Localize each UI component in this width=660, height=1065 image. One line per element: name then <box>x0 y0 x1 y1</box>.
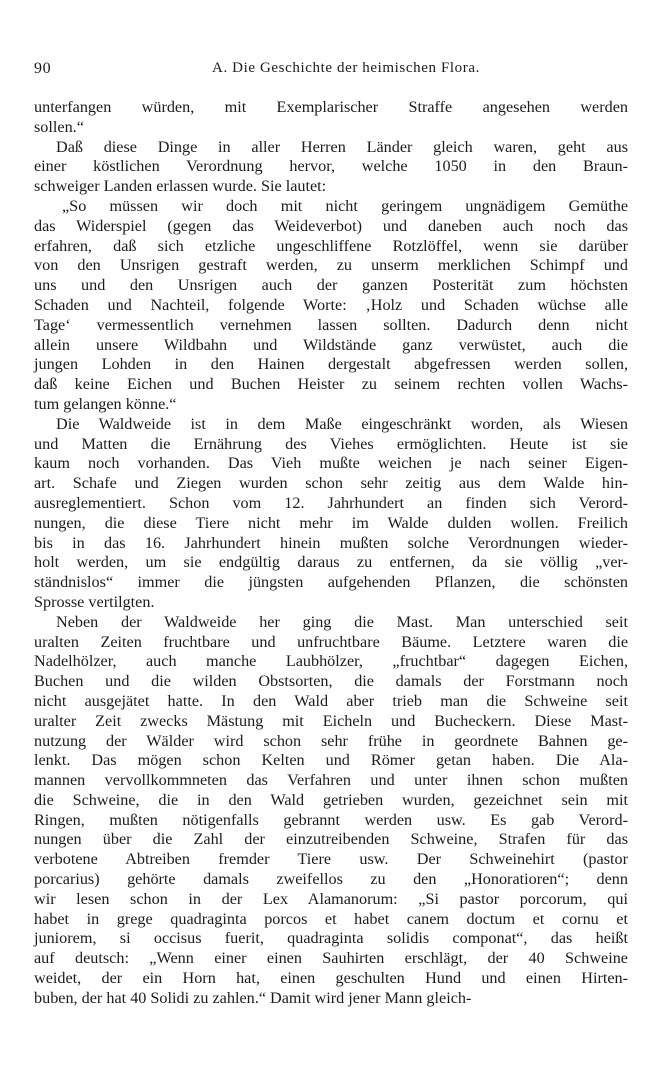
text-line: uralten Zeiten fruchtbare und unfruchtbare Bäume. Letztere waren die <box>34 632 628 651</box>
text-line: und Matten die Ernährung des Viehes ermöglichten. Heute ist sie <box>34 434 628 453</box>
paragraph <box>34 98 628 138</box>
text-line: Die Waldweide ist in dem Maße eingeschränkt worden, als Wiesen <box>56 414 628 433</box>
text-line: sollen.“ <box>34 117 84 136</box>
text-line: „So müssen wir doch mit nicht geringem ungnädigem Gemüthe <box>62 196 628 215</box>
text-line: Ringen, mußten nötigenfalls gebrannt werden usw. Es gab Verord- <box>34 810 628 829</box>
text-line: holt werden, um sie endgültig daraus zu entfernen, da sie völlig „ver- <box>34 553 628 572</box>
text-line: ständnislos“ immer die jüngsten aufgehenden Pflanzen, die schönsten <box>34 573 628 592</box>
text-line: porcarius) gehörte damals zweifellos zu den „Honoratioren“; denn <box>34 870 628 889</box>
text-line: einer köstlichen Verordnung hervor, welche 1050 in den Braun- <box>34 157 628 176</box>
text-line: Daß diese Dinge in aller Herren Länder gleich waren, geht aus <box>56 137 628 156</box>
text-line: uralter Zeit zwecks Mästung mit Eicheln und Bucheckern. Diese Mast- <box>34 711 628 730</box>
text-line: unterfangen würden, mit Exemplarischer Straffe angesehen werden <box>34 98 628 116</box>
paragraph <box>34 613 628 1009</box>
body-text <box>34 98 628 1009</box>
text-line: Schaden und Nachteil, folgende Worte: ‚Holz und Schaden wüchse alle <box>34 295 628 314</box>
text-line: habet in grege quadraginta porcos et habet canem doctum et cornu et <box>34 909 628 928</box>
text-line: buben, der hat 40 Solidi zu zahlen.“ Damit wird jener Mann gleich- <box>34 988 472 1007</box>
text-line: weidet, der ein Horn hat, einen geschulten Hund und einen Hirten- <box>34 969 628 988</box>
text-line: verbotene Abtreiben fremder Tiere usw. Der Schweinehirt (pastor <box>34 850 628 869</box>
text-line: die Schweine, die in den Wald getrieben wurden, gezeichnet sein mit <box>34 790 628 809</box>
text-line: Buchen und die wilden Obstsorten, die damals der Forstmann noch <box>34 672 628 691</box>
text-line: nungen über die Zahl der einzutreibenden Schweine, Strafen für das <box>34 830 628 849</box>
text-line: nungen, die diese Tiere nicht mehr im Walde dulden wollen. Freilich <box>34 513 628 532</box>
text-line: kaum noch vorhanden. Das Vieh mußte weichen je nach seiner Eigen- <box>34 454 628 473</box>
running-head: A. Die Geschichte der heimischen Flora. <box>212 60 480 76</box>
text-line: auf deutsch: „Wenn einer einen Sauhirten erschlägt, der 40 Schweine <box>34 949 628 968</box>
text-line: bis in das 16. Jahrhundert hinein mußten solche Verordnungen wieder- <box>34 533 628 552</box>
text-line: schweiger Landen erlassen wurde. Sie lautet: <box>34 177 327 196</box>
text-line: daß keine Eichen und Buchen Heister zu seinem rechten vollen Wachs- <box>34 375 628 394</box>
paragraph <box>34 138 628 197</box>
text-line: tum gelangen könne.“ <box>34 394 177 413</box>
text-line: erfahren, daß sich etzliche ungeschliffene Rotzlöffel, wenn sie darüber <box>34 236 628 255</box>
text-line: das Widerspiel (gegen das Weideverbot) und daneben auch noch das <box>34 216 628 235</box>
text-line: nicht ausgejätet hatte. In den Wald aber trieb man die Schweine seit <box>34 691 628 710</box>
text-line: von den Unsrigen gestraft werden, zu unserm merklichen Schimpf und <box>34 256 628 275</box>
text-line: jungen Lohden in den Hainen dergestalt abgefressen werden sollen, <box>34 355 628 374</box>
text-line: allein unsere Wildbahn und Wildstände ganz verwüstet, auch die <box>34 335 628 354</box>
text-line: Nadelhölzer, auch manche Laubhölzer, „fruchtbar“ dagegen Eichen, <box>34 652 628 671</box>
page-number: 90 <box>34 60 52 77</box>
text-line: mannen vervollkommneten das Verfahren und unter ihnen schon mußten <box>34 771 628 790</box>
text-line: lenkt. Das mögen schon Kelten und Römer getan haben. Die Ala- <box>34 751 628 770</box>
text-line: nutzung der Wälder wird schon sehr frühe in geordnete Bahnen ge- <box>34 731 628 750</box>
text-line: wir lesen schon in der Lex Alamanorum: „Si pastor porcorum, qui <box>34 889 628 908</box>
text-line: art. Schafe und Ziegen wurden schon sehr zeitig aus dem Walde hin- <box>34 474 628 493</box>
paragraph <box>34 197 628 415</box>
page-header <box>34 58 628 84</box>
text-line: ausreglementiert. Schon vom 12. Jahrhundert an finden sich Verord- <box>34 493 628 512</box>
text-line: Sprosse vertilgten. <box>34 592 155 611</box>
paragraph <box>34 415 628 613</box>
text-line: uns und den Unsrigen auch der ganzen Posterität zum höchsten <box>34 276 628 295</box>
text-line: Tage‘ vermessentlich vernehmen lassen sollten. Dadurch denn nicht <box>34 315 628 334</box>
text-line: juniorem, si occisus fuerit, quadraginta solidis componat“, das heißt <box>34 929 628 948</box>
text-line: Neben der Waldweide her ging die Mast. Man unterschied seit <box>56 612 628 631</box>
